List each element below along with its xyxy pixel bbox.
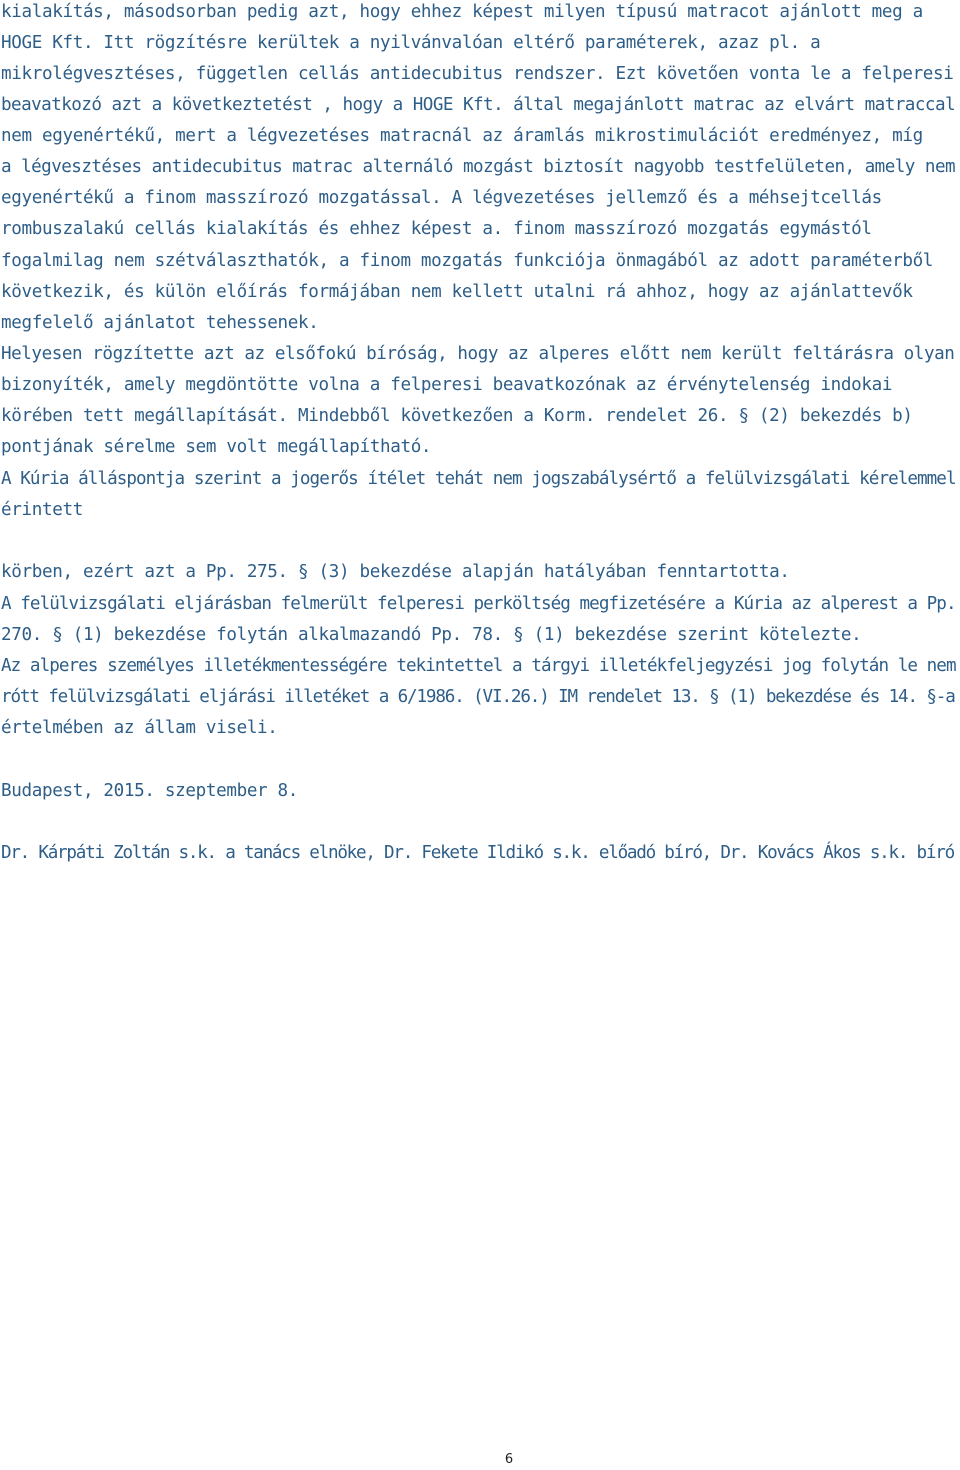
text-line: értelmében az állam viseli. — [1, 718, 278, 738]
text-line: körében tett megállapítását. Mindebből következően a Korm. rendelet 26. § (2) bekezdés b) — [1, 406, 913, 426]
page-number: 6 — [504, 1452, 514, 1467]
text-line: körben, ezért azt a Pp. 275. § (3) bekezdése alapján hatályában fenntartotta. — [1, 562, 790, 582]
text-line: a légvesztéses antidecubitus matrac alternáló mozgást biztosít nagyobb testfelületen, amely nem — [1, 157, 956, 177]
text-line: megfelelő ajánlatot tehessenek. — [1, 313, 319, 333]
text-line: érintett — [1, 500, 83, 520]
text-line: Helyesen rögzítette azt az elsőfokú bíróság, hogy az alperes előtt nem került feltárásra olyan — [1, 344, 955, 364]
text-line: nem egyenértékű, mert a légvezetéses matracnál az áramlás mikrostimulációt eredményez, míg — [1, 126, 923, 146]
text-line: 270. § (1) bekezdése folytán alkalmazandó Pp. 78. § (1) bekezdése szerint kötelezte. — [1, 625, 862, 645]
text-line: pontjának sérelme sem volt megállapítható. — [1, 437, 432, 457]
text-line: egyenértékű a finom masszírozó mozgatással. A légvezetéses jellemző és a méhsejtcellás — [1, 188, 882, 208]
text-line: következik, és külön előírás formájában nem kellett utalni rá ahhoz, hogy az ajánlattevők — [1, 282, 913, 302]
text-line: A felülvizsgálati eljárásban felmerült felperesi perköltség megfizetésére a Kúria az alperest a Pp. — [1, 594, 956, 614]
text-line: Az alperes személyes illetékmentességére tekintettel a tárgyi illetékfeljegyzési jog folytán le nem — [1, 656, 956, 676]
text-line: bizonyíték, amely megdöntötte volna a felperesi beavatkozónak az érvénytelenség indokai — [1, 375, 893, 395]
signature-line: Dr. Kárpáti Zoltán s.k. a tanács elnöke, Dr. Fekete Ildikó s.k. előadó bíró, Dr. Kovács Ákos s.k. bíró — [1, 843, 954, 863]
text-line: fogalmilag nem szétválaszthatók, a finom mozgatás funkciója önmagából az adott paraméterből — [1, 251, 934, 271]
text-line: A Kúria álláspontja szerint a jogerős ítélet tehát nem jogszabálysértő a felülvizsgálati kérelemmel — [1, 469, 956, 489]
text-line: HOGE Kft. Itt rögzítésre kerültek a nyilvánvalóan eltérő paraméterek, azaz pl. a — [1, 33, 821, 53]
text-line: rombuszalakú cellás kialakítás és ehhez képest a. finom masszírozó mozgatás egymástól — [1, 219, 872, 239]
date-line: Budapest, 2015. szeptember 8. — [1, 781, 299, 801]
text-line: beavatkozó azt a következtetést , hogy a HOGE Kft. által megajánlott matrac az elvárt matraccal — [1, 95, 956, 115]
text-line: rótt felülvizsgálati eljárási illetéket a 6/1986. (VI.26.) IM rendelet 13. § (1) bekezdése és 14. §-a — [1, 687, 955, 707]
text-line: kialakítás, másodsorban pedig azt, hogy ehhez képest milyen típusú matracot ajánlott meg a — [1, 2, 923, 22]
text-line: mikrolégvesztéses, független cellás antidecubitus rendszer. Ezt követően vonta le a felperesi — [1, 64, 954, 84]
